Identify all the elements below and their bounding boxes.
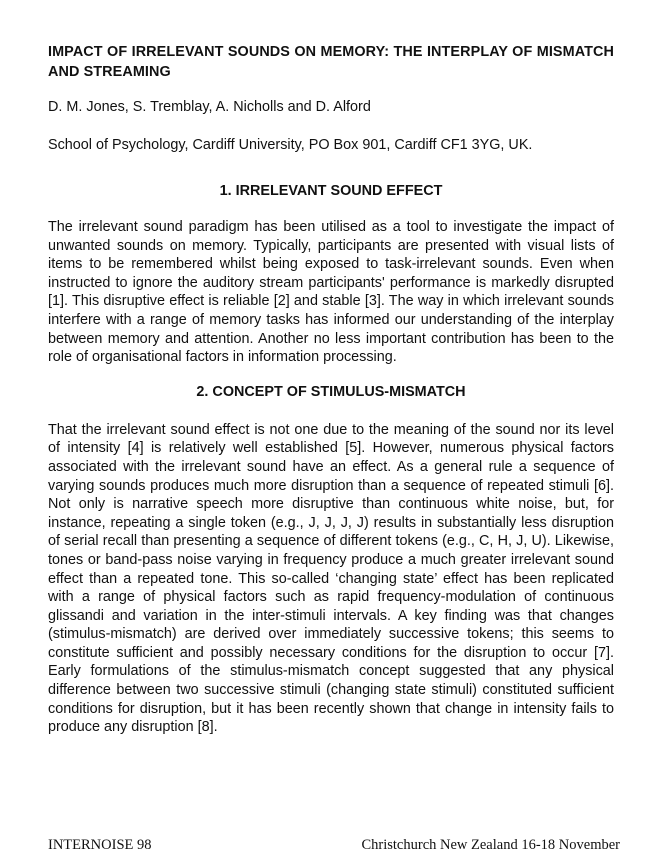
paper-title: IMPACT OF IRRELEVANT SOUNDS ON MEMORY: THE INTERPLAY OF MISMATCH AND STREAMING (48, 44, 614, 80)
affiliation: School of Psychology, Cardiff University, PO Box 901, Cardiff CF1 3YG, UK. (48, 137, 533, 153)
footer-conference: INTERNOISE 98 (48, 837, 152, 853)
footer-location-date: Christchurch New Zealand 16-18 November (361, 837, 620, 853)
author-list: D. M. Jones, S. Tremblay, A. Nicholls and D. Alford (48, 99, 371, 115)
section-body-1: The irrelevant sound paradigm has been utilised as a tool to investigate the impact of unwanted sounds on memory. Typically, participants are presented with visual lists of items to be remembered whilst being exposed to task-irrelevant sounds. Even when instructed to ignore the auditory stream participants' performance is markedly disrupted [1]. This disruptive effect is reliable [2] and stable [3]. The way in which irrelevant sounds interfere with a range of memory tasks has informed our understanding of the interplay between memory and attention. Another no less important contribution has been to the role of organisational factors in information processing. (48, 219, 614, 366)
section-heading-1: 1. IRRELEVANT SOUND EFFECT (219, 183, 443, 199)
paper-page (48, 42, 614, 737)
section-heading-2: 2. CONCEPT OF STIMULUS-MISMATCH (196, 383, 466, 400)
section-body-2: That the irrelevant sound effect is not one due to the meaning of the sound nor its level of intensity [4] is relatively well established [5]. However, numerous physical factors associated with the irrelevant sound have an effect. As a general rule a sequence of varying sounds produces much more disruption than a sequence of repeated stimuli [6]. Not only is narrative speech more disruptive than continuous white noise, but, for instance, repeating a single token (e.g., J, J, J, J) results in substantially less disruption of serial recall than presenting a sequence of different tokens (e.g., C, H, J, U). Likewise, tones or band-pass noise varying in frequency produce a much greater irrelevant sound effect than a repeated tone. This so-called ‘changing state’ effect has been replicated with a range of physical factors such as rapid frequency-modulation of continuous glissandi and variation in the inter-stimuli intervals. A key finding was that changes (stimulus-mismatch) are derived over immediately successive tokens; this seems to constitute sufficient and possibly necessary conditions for the disruption to occur [7]. Early formulations of the stimulus-mismatch concept suggested that any physical difference between two successive stimuli (changing state stimuli) constituted sufficient conditions for disruption, but it has been recently shown that change in intensity fails to produce any disruption [8]. (48, 421, 614, 736)
